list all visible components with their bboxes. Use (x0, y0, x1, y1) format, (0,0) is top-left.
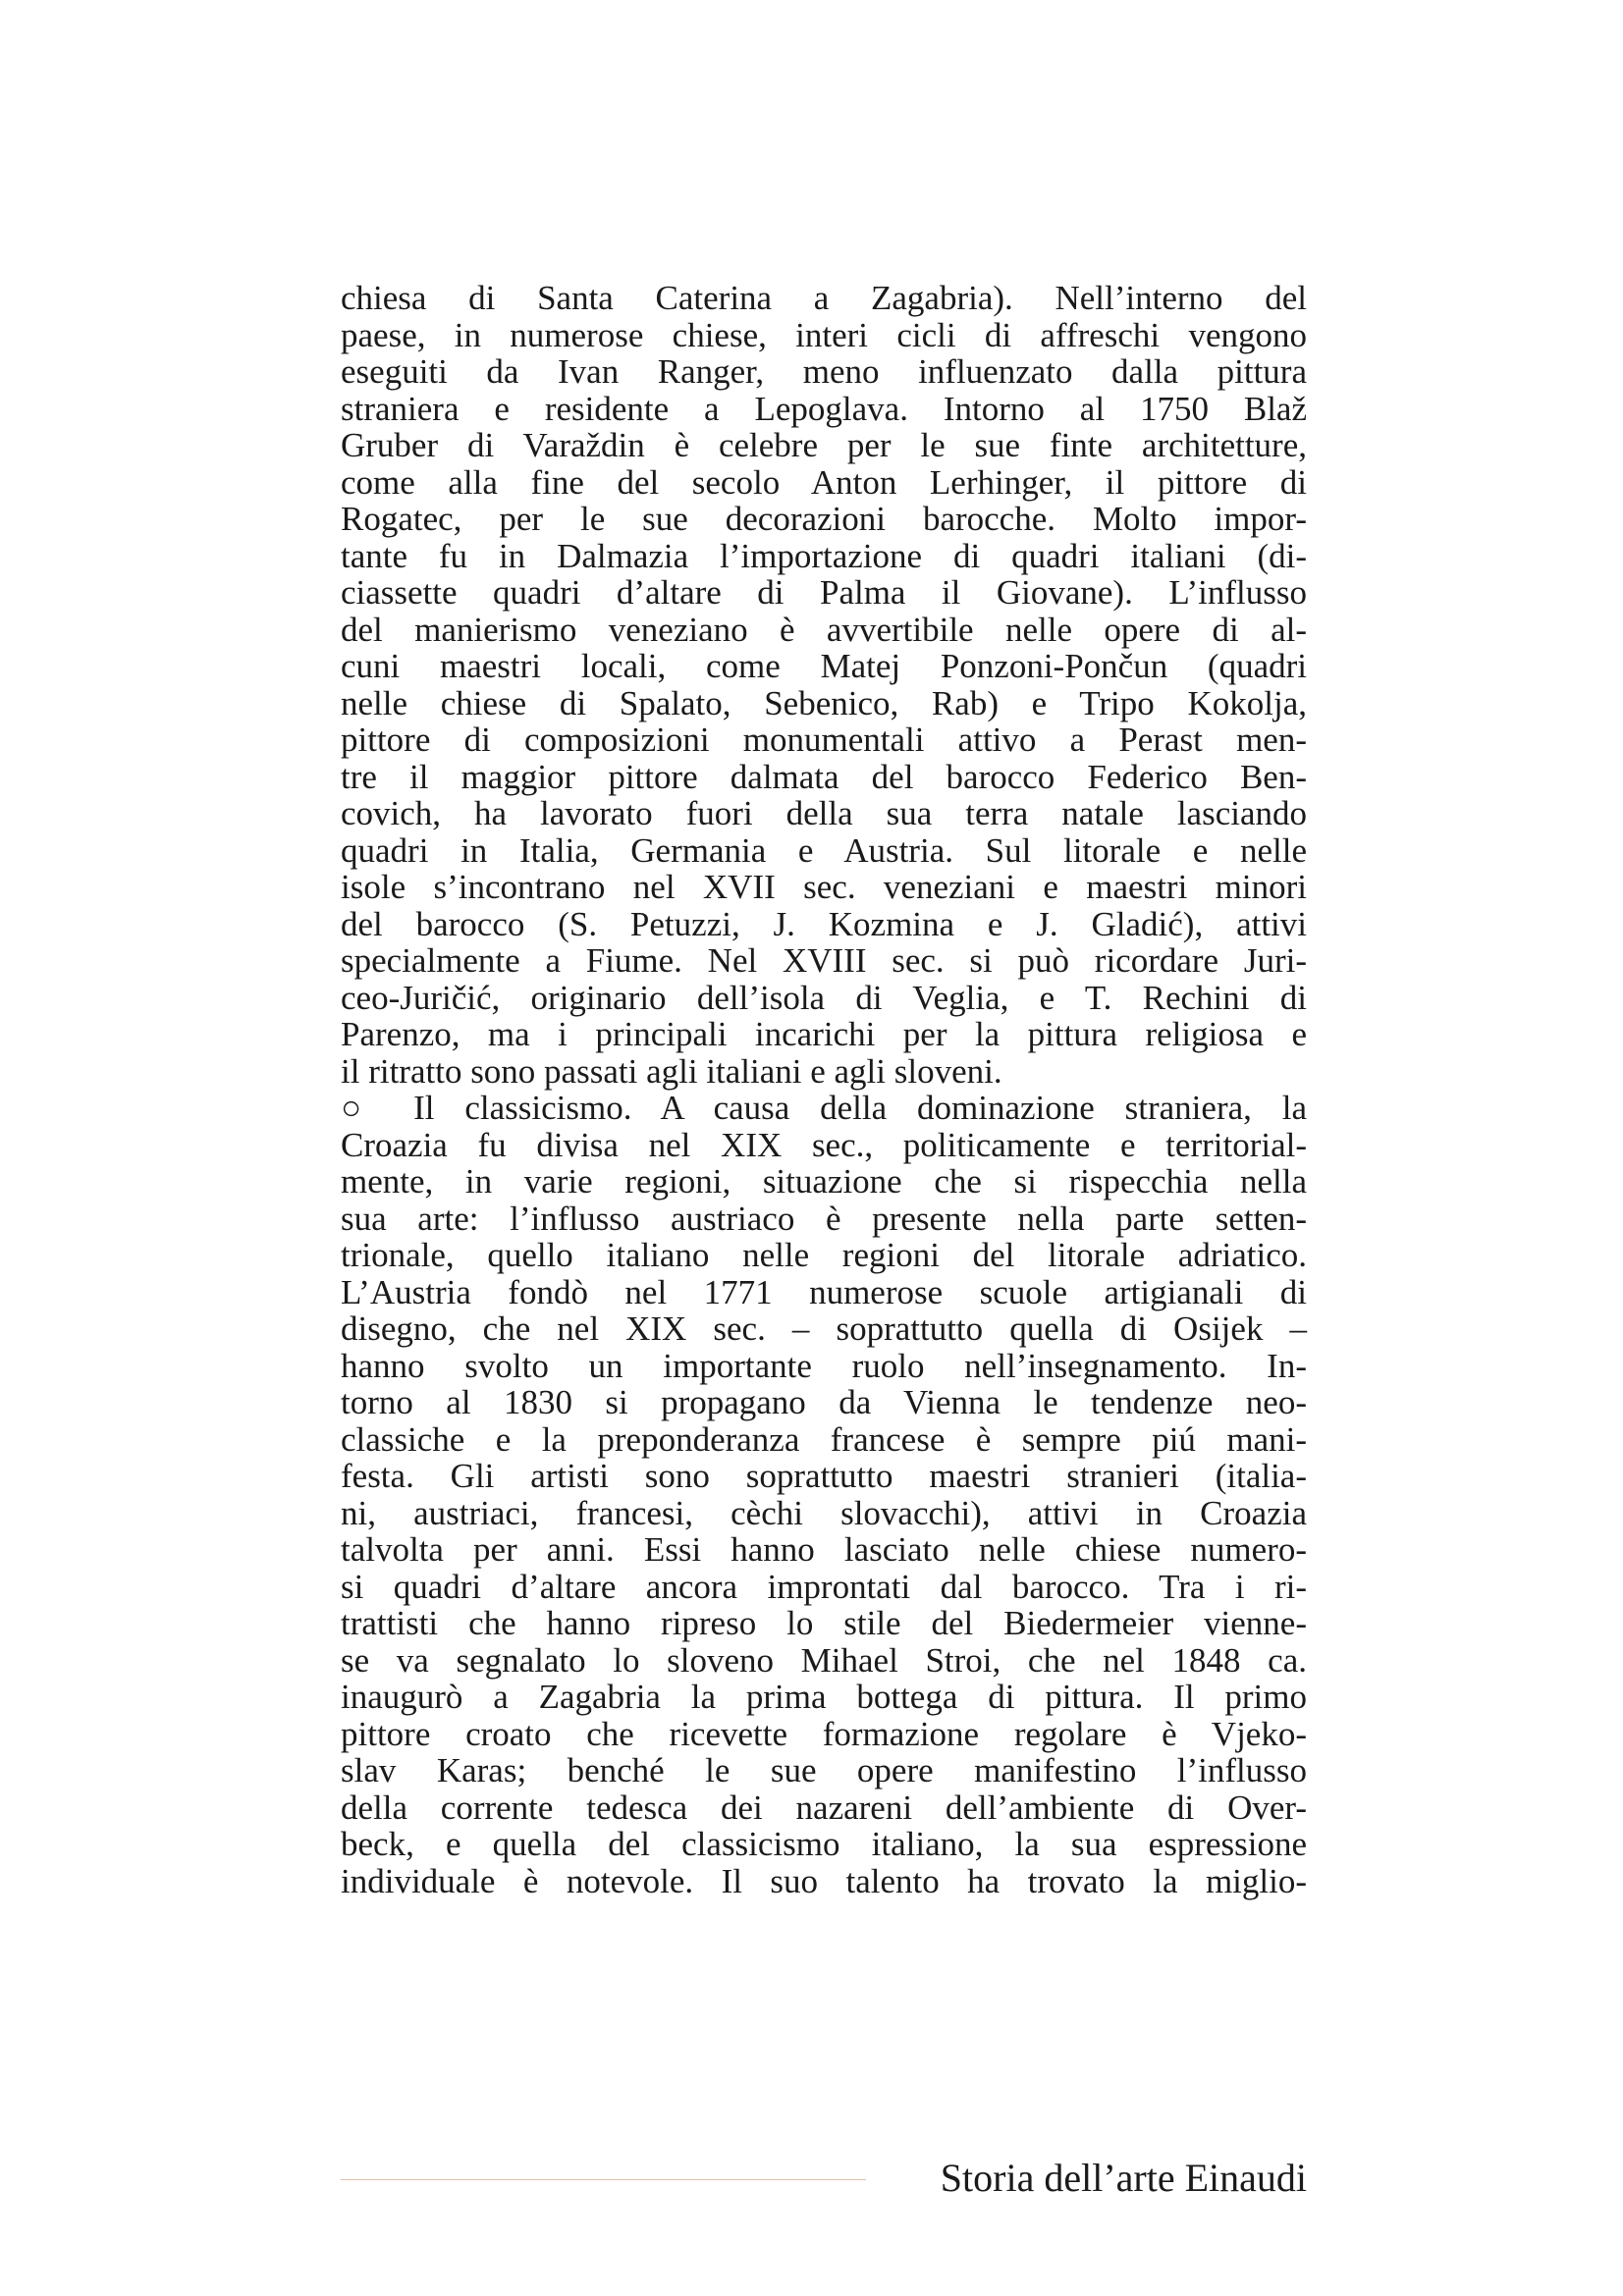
text-line: mente, in varie regioni, situazione che si rispecchia nella (341, 1162, 1307, 1201)
text-line: paese, in numerose chiese, interi cicli di affreschi vengono (341, 315, 1307, 354)
text-line: trattisti che hanno ripreso lo stile del Biedermeier vienne- (341, 1604, 1307, 1642)
text-line: tre il maggior pittore dalmata del barocco Federico Ben- (341, 757, 1307, 796)
text-line: se va segnalato lo sloveno Mihael Stroi, che nel 1848 ca. (341, 1640, 1307, 1680)
text-line: torno al 1830 si propagano da Vienna le tendenze neo- (341, 1383, 1307, 1421)
text-line: L’Austria fondò nel 1771 numerose scuole artigianali di (341, 1272, 1307, 1311)
text-line: quadri in Italia, Germania e Austria. Sul litorale e nelle (341, 830, 1307, 870)
footer-divider (341, 2179, 866, 2180)
text-line: disegno, che nel XIX sec. – soprattutto quella di Osijek – (341, 1309, 1307, 1348)
footer-title: Storia dell’arte Einaudi (940, 2156, 1307, 2200)
text-line: Croazia fu divisa nel XIX sec., politicamente e territorial- (341, 1125, 1307, 1164)
text-line: ceo-Juričić, originario dell’isola di Veglia, e T. Rechini di (341, 978, 1307, 1017)
text-line: covich, ha lavorato fuori della sua terra natale lasciando (341, 794, 1307, 832)
text-line: hanno svolto un importante ruolo nell’insegnamento. In- (341, 1346, 1307, 1385)
text-line: Gruber di Varaždin è celebre per le sue finte architetture, (341, 426, 1307, 464)
text-line: della corrente tedesca dei nazareni dell’ambiente di Over- (341, 1788, 1307, 1827)
text-line: straniera e residente a Lepoglava. Intorno al 1750 Blaž (341, 389, 1307, 428)
text-line: beck, e quella del classicismo italiano, la sua espressione (341, 1825, 1307, 1863)
text-line: pittore di composizioni monumentali attivo a Perast men- (341, 721, 1307, 759)
text-line: isole s’incontrano nel XVII sec. veneziani e maestri minori (341, 868, 1307, 906)
text-line: Rogatec, per le sue decorazioni barocche. Molto impor- (341, 500, 1307, 538)
text-line: Parenzo, ma i principali incarichi per la pittura religiosa e (341, 1015, 1307, 1053)
text-line: il ritratto sono passati agli italiani e agli sloveni. (341, 1051, 1002, 1091)
text-line: ni, austriaci, francesi, cèchi slovacchi), attivi in Croazia (341, 1493, 1307, 1532)
text-line: chiesa di Santa Caterina a Zagabria). Nell’interno del (341, 279, 1307, 317)
section-heading-line: ○ Il classicismo. A causa della dominazione straniera, la (341, 1089, 1307, 1127)
text-line: inaugurò a Zagabria la prima bottega di pittura. Il primo (341, 1678, 1307, 1716)
text-line: pittore croato che ricevette formazione regolare è Vjeko- (341, 1714, 1307, 1753)
text-line: ciassette quadri d’altare di Palma il Giovane). L’influsso (341, 573, 1307, 612)
text-line: classiche e la preponderanza francese è sempre piú mani- (341, 1419, 1307, 1459)
text-line: individuale è notevole. Il suo talento ha trovato la miglio- (341, 1861, 1307, 1900)
text-line: del manierismo veneziano è avvertibile nelle opere di al- (341, 610, 1307, 649)
text-line: tante fu in Dalmazia l’importazione di quadri italiani (di- (341, 536, 1307, 575)
text-line: cuni maestri locali, come Matej Ponzoni-Pončun (quadri (341, 647, 1307, 685)
text-line: del barocco (S. Petuzzi, J. Kozmina e J. Gladić), attivi (341, 904, 1307, 943)
text-line: nelle chiese di Spalato, Sebenico, Rab) e Tripo Kokolja, (341, 683, 1307, 722)
text-line: slav Karas; benché le sue opere manifestino l’influsso (341, 1751, 1307, 1789)
text-line: sua arte: l’influsso austriaco è presente nella parte setten- (341, 1199, 1307, 1238)
text-line: specialmente a Fiume. Nel XVIII sec. si può ricordare Juri- (341, 941, 1307, 980)
text-line: talvolta per anni. Essi hanno lasciato nelle chiese numero- (341, 1530, 1307, 1569)
text-line: come alla fine del secolo Anton Lerhinger, il pittore di (341, 462, 1307, 502)
text-line: si quadri d’altare ancora improntati dal barocco. Tra i ri- (341, 1567, 1307, 1606)
body-text (341, 280, 1307, 1899)
text-line: festa. Gli artisti sono soprattutto maestri stranieri (italia- (341, 1457, 1307, 1495)
text-line: eseguiti da Ivan Ranger, meno influenzato dalla pittura (341, 352, 1307, 391)
text-line: trionale, quello italiano nelle regioni del litorale adriatico. (341, 1236, 1307, 1274)
